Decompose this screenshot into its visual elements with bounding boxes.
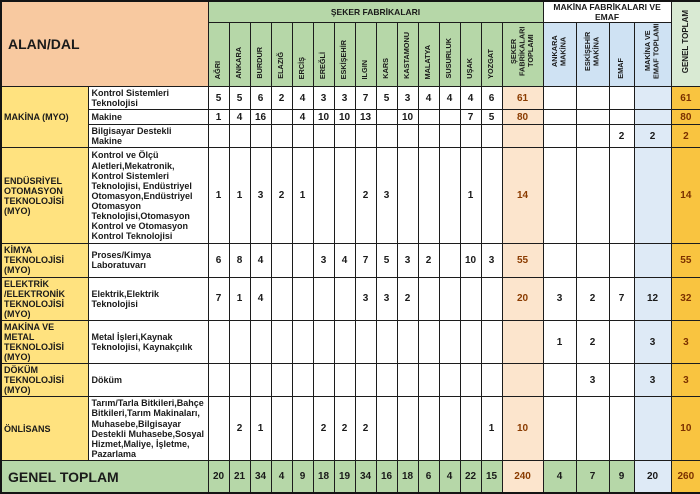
city-value-cell: 2 [397, 277, 418, 320]
city-value-cell [250, 320, 271, 363]
row-group-label: MAKİNA VE METAL TEKNOLOJİSİ (MYO) [1, 320, 88, 363]
column-header-makina-emaf-toplami: MAKİNA VE EMAF TOPLAMI [634, 23, 671, 87]
city-value-cell [481, 148, 502, 244]
genel-toplam-cell: 10 [671, 397, 700, 460]
eskisehir-makina-cell [576, 125, 609, 148]
row-group-label: ÖNLİSANS [1, 397, 88, 460]
city-value-cell [460, 320, 481, 363]
table-row [1, 244, 700, 277]
city-value-cell [439, 244, 460, 277]
city-value-cell: 1 [229, 148, 250, 244]
city-value-cell [397, 148, 418, 244]
city-value-cell [439, 277, 460, 320]
city-value-cell: 2 [271, 87, 292, 110]
city-value-cell [460, 277, 481, 320]
eskisehir-makina-total-cell: 7 [576, 460, 609, 493]
seker-toplam-cell: 55 [502, 244, 543, 277]
eskisehir-makina-cell: 2 [576, 277, 609, 320]
city-value-cell: 5 [376, 87, 397, 110]
emaf-cell [609, 148, 634, 244]
city-value-cell: 4 [418, 87, 439, 110]
ankara-makina-cell: 3 [543, 277, 576, 320]
city-value-cell: 13 [355, 110, 376, 125]
city-value-cell [292, 397, 313, 460]
table-row [1, 87, 700, 110]
makina-emaf-toplam-cell: 2 [634, 125, 671, 148]
program-label: Tarım/Tarla Bitkileri,Bahçe Bitkileri,Tarım Makinaları, Muhasebe,Bilgisayar Destekli Muhasebe,Sosyal Hizmet,Maliye, İşletme, Pazarlama [88, 397, 208, 460]
program-label: Kontrol Sistemleri Teknolojisi [88, 87, 208, 110]
city-value-cell: 3 [355, 277, 376, 320]
city-value-cell: 2 [271, 148, 292, 244]
city-value-cell: 4 [439, 87, 460, 110]
city-value-cell: 2 [229, 397, 250, 460]
column-header-eregli: EREĞLİ [313, 23, 334, 87]
row-group-label: DÖKÜM TEKNOLOJİSİ (MYO) [1, 364, 88, 397]
city-value-cell: 1 [460, 148, 481, 244]
city-value-cell [418, 364, 439, 397]
genel-toplam-cell: 14 [671, 148, 700, 244]
column-header-ilgin: ILGIN [355, 23, 376, 87]
city-total-cell: 21 [229, 460, 250, 493]
column-header-eskisehir-makina: ESKİŞEHİR MAKİNA [576, 23, 609, 87]
city-value-cell [313, 364, 334, 397]
column-header-agri: AĞRI [208, 23, 229, 87]
ankara-makina-cell [543, 125, 576, 148]
seker-toplam-cell [502, 364, 543, 397]
row-group-label: ENDÜSRİYEL OTOMASYON TEKNOLOJİSİ (MYO) [1, 148, 88, 244]
city-value-cell [355, 125, 376, 148]
seker-grand-total-cell: 240 [502, 460, 543, 493]
city-value-cell [334, 364, 355, 397]
city-value-cell [271, 397, 292, 460]
genel-toplam-row [1, 460, 700, 493]
city-value-cell: 7 [355, 87, 376, 110]
city-value-cell: 1 [229, 277, 250, 320]
band-header-row [1, 1, 700, 23]
city-total-cell: 20 [208, 460, 229, 493]
makina-emaf-toplam-cell [634, 148, 671, 244]
ankara-makina-cell [543, 244, 576, 277]
city-value-cell: 4 [292, 87, 313, 110]
table-row [1, 397, 700, 460]
corner-header-alan-dal: ALAN/DAL [1, 1, 208, 87]
city-value-cell [439, 320, 460, 363]
genel-toplam-cell: 55 [671, 244, 700, 277]
makina-fabrikalari-band: MAKİNA FABRİKALARI VE EMAF [543, 1, 671, 23]
city-value-cell: 10 [313, 110, 334, 125]
city-value-cell [271, 320, 292, 363]
eskisehir-makina-cell [576, 397, 609, 460]
city-value-cell [460, 125, 481, 148]
makina-emaf-toplam-cell: 3 [634, 320, 671, 363]
city-value-cell [439, 110, 460, 125]
table-row [1, 125, 700, 148]
city-value-cell: 1 [481, 397, 502, 460]
city-value-cell: 3 [397, 87, 418, 110]
column-header-ankara-makina: ANKARA MAKİNA [543, 23, 576, 87]
column-header-susurluk: SUSURLUK [439, 23, 460, 87]
makina-emaf-toplam-cell [634, 110, 671, 125]
genel-toplam-cell: 2 [671, 125, 700, 148]
city-value-cell [418, 397, 439, 460]
makina-emaf-toplam-cell: 3 [634, 364, 671, 397]
city-value-cell: 4 [334, 244, 355, 277]
city-value-cell: 1 [208, 110, 229, 125]
city-value-cell [334, 277, 355, 320]
city-value-cell [376, 110, 397, 125]
city-value-cell: 6 [250, 87, 271, 110]
city-total-cell: 15 [481, 460, 502, 493]
city-value-cell: 5 [229, 87, 250, 110]
city-value-cell [313, 320, 334, 363]
city-total-cell: 18 [397, 460, 418, 493]
city-value-cell [418, 320, 439, 363]
city-total-cell: 18 [313, 460, 334, 493]
column-header-emaf: EMAF [609, 23, 634, 87]
city-value-cell [439, 364, 460, 397]
city-value-cell: 1 [250, 397, 271, 460]
city-total-cell: 34 [250, 460, 271, 493]
city-value-cell: 2 [334, 397, 355, 460]
city-value-cell [418, 148, 439, 244]
city-value-cell [481, 277, 502, 320]
ankara-makina-cell [543, 148, 576, 244]
emaf-cell [609, 87, 634, 110]
city-value-cell [439, 397, 460, 460]
city-value-cell: 4 [250, 244, 271, 277]
city-value-cell: 6 [481, 87, 502, 110]
city-value-cell [292, 244, 313, 277]
column-header-ankara: ANKARA [229, 23, 250, 87]
genel-toplam-column-header [671, 1, 700, 87]
emaf-cell: 2 [609, 125, 634, 148]
eskisehir-makina-cell: 2 [576, 320, 609, 363]
genel-toplam-row-label: GENEL TOPLAM [1, 460, 208, 493]
seker-toplam-cell: 61 [502, 87, 543, 110]
city-value-cell [271, 277, 292, 320]
city-value-cell: 8 [229, 244, 250, 277]
city-value-cell: 1 [292, 148, 313, 244]
table-row [1, 320, 700, 363]
table-row [1, 364, 700, 397]
city-value-cell [376, 320, 397, 363]
emaf-cell [609, 320, 634, 363]
city-value-cell: 4 [250, 277, 271, 320]
city-total-cell: 19 [334, 460, 355, 493]
city-value-cell: 7 [355, 244, 376, 277]
row-group-label: MAKİNA (MYO) [1, 87, 88, 148]
city-value-cell [334, 148, 355, 244]
city-value-cell [292, 320, 313, 363]
seker-toplam-cell: 10 [502, 397, 543, 460]
city-value-cell [481, 125, 502, 148]
ankara-makina-cell [543, 364, 576, 397]
city-value-cell [418, 125, 439, 148]
seker-toplam-cell: 20 [502, 277, 543, 320]
column-header-ercis: ERCİŞ [292, 23, 313, 87]
makina-emaf-toplam-cell [634, 87, 671, 110]
column-header-eskisehir: ESKİŞEHİR [334, 23, 355, 87]
city-value-cell [271, 125, 292, 148]
city-value-cell [313, 277, 334, 320]
program-label: Metal İşleri,Kaynak Teknolojisi, Kaynakçılık [88, 320, 208, 363]
city-value-cell: 3 [481, 244, 502, 277]
city-value-cell [271, 364, 292, 397]
column-header-seker-toplami: ŞEKER FABRİKALARI TOPLAMI [502, 23, 543, 87]
ankara-makina-cell: 1 [543, 320, 576, 363]
city-value-cell [229, 125, 250, 148]
city-value-cell: 3 [334, 87, 355, 110]
program-label: Proses/Kimya Laboratuvarı [88, 244, 208, 277]
city-value-cell: 10 [397, 110, 418, 125]
city-value-cell: 2 [355, 148, 376, 244]
city-value-cell: 3 [250, 148, 271, 244]
city-value-cell [208, 397, 229, 460]
city-value-cell [250, 125, 271, 148]
ankara-makina-cell [543, 110, 576, 125]
city-value-cell [334, 320, 355, 363]
column-header-burdur: BURDUR [250, 23, 271, 87]
program-label: Elektrik,Elektrik Teknolojisi [88, 277, 208, 320]
city-value-cell: 5 [376, 244, 397, 277]
city-value-cell: 2 [418, 244, 439, 277]
city-total-cell: 16 [376, 460, 397, 493]
city-value-cell [460, 397, 481, 460]
city-value-cell: 7 [208, 277, 229, 320]
emaf-cell [609, 244, 634, 277]
makina-emaf-toplam-cell [634, 244, 671, 277]
city-value-cell: 10 [460, 244, 481, 277]
city-value-cell [313, 148, 334, 244]
city-value-cell [439, 125, 460, 148]
city-value-cell: 7 [460, 110, 481, 125]
eskisehir-makina-cell [576, 87, 609, 110]
city-value-cell [397, 397, 418, 460]
eskisehir-makina-cell [576, 244, 609, 277]
emaf-cell [609, 110, 634, 125]
city-value-cell [292, 277, 313, 320]
city-value-cell [376, 364, 397, 397]
city-value-cell [481, 320, 502, 363]
city-value-cell: 3 [313, 244, 334, 277]
city-value-cell [292, 364, 313, 397]
city-value-cell [355, 364, 376, 397]
genel-toplam-cell: 3 [671, 320, 700, 363]
eskisehir-makina-cell [576, 148, 609, 244]
city-value-cell [418, 277, 439, 320]
row-group-label: KİMYA TEKNOLOJİSİ (MYO) [1, 244, 88, 277]
city-value-cell [397, 320, 418, 363]
city-value-cell [439, 148, 460, 244]
city-value-cell [208, 320, 229, 363]
city-value-cell: 5 [481, 110, 502, 125]
genel-toplam-cell: 61 [671, 87, 700, 110]
genel-toplam-cell: 3 [671, 364, 700, 397]
genel-toplam-cell: 32 [671, 277, 700, 320]
program-label: Kontrol ve Ölçü Aletleri,Mekatronik, Kontrol Sistemleri Teknolojisi, Endüstriyel Otomasyon,Endüstriyel Otomasyon Teknolojisi,Otomasyon Kontrol ve Otomasyon Kontrol Teknolojisi [88, 148, 208, 244]
city-value-cell [397, 364, 418, 397]
city-value-cell [229, 320, 250, 363]
city-value-cell [313, 125, 334, 148]
city-value-cell [229, 364, 250, 397]
city-value-cell [271, 244, 292, 277]
makina-emaf-grand-total-cell: 20 [634, 460, 671, 493]
seker-toplam-cell [502, 320, 543, 363]
makina-emaf-toplam-cell: 12 [634, 277, 671, 320]
city-value-cell: 1 [208, 148, 229, 244]
city-total-cell: 9 [292, 460, 313, 493]
city-total-cell: 6 [418, 460, 439, 493]
city-total-cell: 22 [460, 460, 481, 493]
genel-grand-total-cell: 260 [671, 460, 700, 493]
genel-toplam-header-label: GENEL TOPLAM [681, 9, 691, 74]
city-value-cell: 4 [229, 110, 250, 125]
city-value-cell [418, 110, 439, 125]
city-value-cell: 6 [208, 244, 229, 277]
ankara-makina-cell [543, 397, 576, 460]
ankara-makina-total-cell: 4 [543, 460, 576, 493]
makina-emaf-toplam-cell [634, 397, 671, 460]
city-value-cell [397, 125, 418, 148]
seker-fabrikalari-band: ŞEKER FABRİKALARI [208, 1, 543, 23]
emaf-total-cell: 9 [609, 460, 634, 493]
city-value-cell [376, 397, 397, 460]
city-value-cell: 4 [292, 110, 313, 125]
city-value-cell: 10 [334, 110, 355, 125]
city-value-cell [292, 125, 313, 148]
city-value-cell [376, 125, 397, 148]
city-value-cell: 3 [376, 148, 397, 244]
emaf-cell [609, 397, 634, 460]
city-value-cell [334, 125, 355, 148]
table-row [1, 148, 700, 244]
city-value-cell [250, 364, 271, 397]
city-value-cell [460, 364, 481, 397]
column-header-elazig: ELAZIĞ [271, 23, 292, 87]
city-value-cell: 3 [313, 87, 334, 110]
column-header-yozgat: YOZGAT [481, 23, 502, 87]
genel-toplam-cell: 80 [671, 110, 700, 125]
city-total-cell: 34 [355, 460, 376, 493]
emaf-cell [609, 364, 634, 397]
column-header-kars: KARS [376, 23, 397, 87]
program-label: Döküm [88, 364, 208, 397]
city-value-cell [481, 364, 502, 397]
city-value-cell: 4 [460, 87, 481, 110]
row-group-label: ELEKTRİK /ELEKTRONİK TEKNOLOJİSİ (MYO) [1, 277, 88, 320]
seker-toplam-cell [502, 125, 543, 148]
city-value-cell [271, 110, 292, 125]
city-total-cell: 4 [271, 460, 292, 493]
eskisehir-makina-cell [576, 110, 609, 125]
table-row [1, 110, 700, 125]
city-value-cell [355, 320, 376, 363]
city-value-cell: 2 [313, 397, 334, 460]
city-value-cell [208, 364, 229, 397]
ankara-makina-cell [543, 87, 576, 110]
column-header-usak: UŞAK [460, 23, 481, 87]
city-value-cell: 3 [376, 277, 397, 320]
seker-toplam-cell: 14 [502, 148, 543, 244]
eskisehir-makina-cell: 3 [576, 364, 609, 397]
column-header-malatya: MALATYA [418, 23, 439, 87]
city-total-cell: 4 [439, 460, 460, 493]
program-label: Bilgisayar Destekli Makine [88, 125, 208, 148]
city-value-cell [208, 125, 229, 148]
column-header-kastamonu: KASTAMONU [397, 23, 418, 87]
city-value-cell: 16 [250, 110, 271, 125]
program-label: Makine [88, 110, 208, 125]
emaf-cell: 7 [609, 277, 634, 320]
table-row [1, 277, 700, 320]
city-value-cell: 2 [355, 397, 376, 460]
city-value-cell: 5 [208, 87, 229, 110]
city-value-cell: 3 [397, 244, 418, 277]
seker-toplam-cell: 80 [502, 110, 543, 125]
